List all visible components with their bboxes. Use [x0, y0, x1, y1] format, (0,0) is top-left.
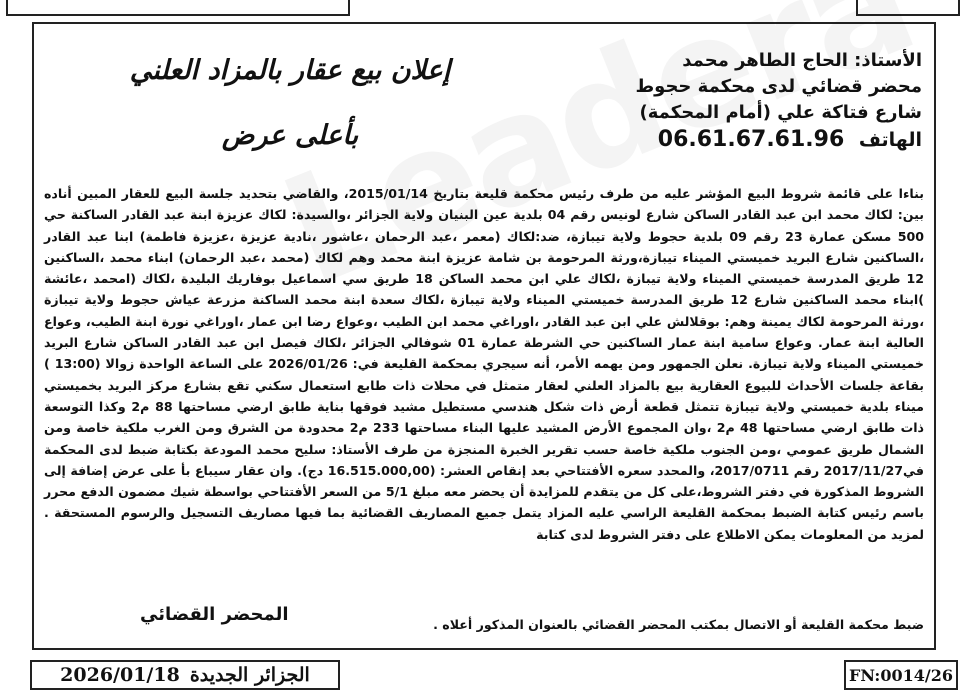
announcement-title: إعلان بيع عقار بالمزاد العلني [129, 55, 451, 86]
phone-row [562, 126, 922, 154]
reference-number: FN:0014/26 [844, 660, 958, 690]
bailiff-address: شارع فتاكة علي (أمام المحكمة) [639, 102, 922, 123]
signer-title: المحضر القضائي [140, 604, 289, 625]
top-left-box [6, 0, 350, 16]
phone-label: الهاتف [858, 129, 922, 151]
phone-number: 06.61.67.61.96 [657, 127, 845, 152]
publication-date: 2026/01/18 [60, 664, 180, 686]
bailiff-court: محضر قضائي لدى محكمة حجوط [635, 76, 922, 97]
top-right-box [856, 0, 960, 16]
announcement-subtitle: بأعلى عرض [221, 120, 359, 151]
announcement-body: بناءا على قائمة شروط البيع المؤشر عليه من طرف رئيس محكمة قليعة بتاريخ 2015/01/14، والقاضي بتحديد جلسة البيع للعقار المبين أناده بين: لكاك محمد ابن عبد القادر الساكن شارع لونيس رقم 04 بلدية عين البنيان ولاية الجزائر ،والسيدة: لكاك عزيزة ابنة عبد القادر الساكنة حي 500 مسكن عمارة 23 رقم 09 بلدية حجوط ولاية تيبازة، ضد:لكاك (معمر ،عبد الرحمان ،عاشور ،نادية عزيزة ،عزيزة فاطمة) ابنا عبد القادر ،الساكنين شارع البريد خميستي الميناء تيبازة،ورثة المرحومة بن شامة عزيزة ابنة محمد وهم لكاك (محمد ،عبد الرحمان) ابناء محمد ،الساكنين 12 طريق المدرسة خميستي الميناء ولاية تيبازة ،لكاك علي ابن محمد الساكن 18 طريق سي اسماعيل بوفاريك البليدة ،لكاك (امحمد ،عائشة )ابناء محمد الساكنين شارع 12 طريق المدرسة خميستي الميناء ولاية تيبازة ،لكاك سعدة ابنة محمد الساكنة مزرعة عياش حجوط ولاية تيبازة ،ورثة المرحومة لكاك يمينة وهم: بوقلالش علي ابن عبد القادر ،اوراغي محمد ابن الطيب ،وعواع رضا ابن عمار ،اوراغي نورة ابنة الطيب، وعواع العالية ابنة عمار. وعواع سامية ابنة عمار الساكنين حي الشرطة عمارة 01 شوفالي الجزائر ،لكاك فيصل ابن عبد القادر الساكن شارع البريد خميستي الميناء ولاية تيبازة. نعلن الجمهور ومن يهمه الأمر، أنه سيجري بمحكمة القليعة في: 2026/01/26 على الساعة الواحدة زوالا (13:00 ) بقاعة جلسات الأحداث للبيوع العقارية بيع بالمزاد العلني لعقار متمثل في محلات ذات طابع استعمال سكني تقع بشارع مركز البريد بخميستي ميناء بلدية خميستي ولاية تيبازة تتمثل قطعة أرض ذات شكل هندسي مستطيل مشيد فوقها بناية طابق ارضي مساحتها 88 م2 وكذا التوسعة ذات طابق ارضي مساحتها 48 م2 ،وان المجموع الأرض المشيد عليها البناء مساحتها 233 م2 محدودة من الشرق ومن الغرب ملكية خاصة ومن الشمال طريق عمومي ،ومن الجنوب ملكية خاصة حسب تقرير الخبرة المنجزة من طرف الأستاذ: سليح محمد المودعة بكتابة ضبط لدى المحكمة في2017/11/27 رقم 2017/0711، والمحدد سعره الأفتتاحي بعد إنقاص العشر: (16.515.000,00 دج). وان عقار سيباع بأ على عرض إضافة إلى الشروط المذكورة في دفتر الشروط،على كل من يتقدم للمزايدة أن يحضر معه مبلغ 5/1 من السعر الأفتتاحي بواسطة شيك مضمون الدفع محرر باسم رئيس كتابة الضبط بمحكمة القليعة الراسي عليه المزاد يتمل جميع المصاريف القضائية بما فيها مصاريف التسجيل والرسوم المستحقة . لمزيد من المعلومات يمكن الاطلاع على دفتر الشروط لدى كتابة [44, 186, 925, 542]
bailiff-name: الأستاذ: الحاج الطاهر محمد [682, 50, 922, 71]
newspaper-name: الجزائر الجديدة [189, 664, 310, 686]
closing-line: ضبط محكمة القليعة أو الاتصال بمكتب المحضر القضائي بالعنوان المذكور أعلاه . [433, 617, 924, 632]
newspaper-footer [30, 660, 340, 690]
bailiff-header [562, 48, 922, 154]
